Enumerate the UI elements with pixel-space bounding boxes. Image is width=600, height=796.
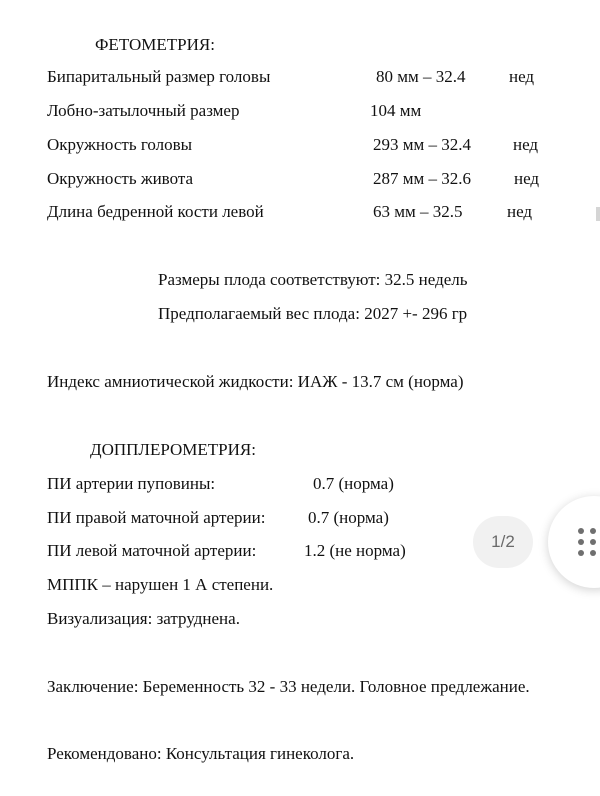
mppk-status: МППК – нарушен 1 А степени. <box>47 575 274 594</box>
fetometry-row-label: Окружность живота <box>47 169 194 188</box>
page-edge-mark <box>596 207 600 221</box>
fetometry-row-unit: нед <box>514 169 540 188</box>
fetometry-row-value: 63 мм – 32.5 <box>373 202 463 221</box>
fetometry-row-unit: нед <box>507 202 533 221</box>
fetal-size-summary: Размеры плода соответствуют: 32.5 недель <box>158 270 468 289</box>
fetometry-row-unit: нед <box>513 135 539 154</box>
doppler-heading: ДОППЛЕРОМЕТРИЯ: <box>90 440 256 459</box>
fetometry-heading: ФЕТОМЕТРИЯ: <box>95 35 215 54</box>
doppler-row-label: ПИ левой маточной артерии: <box>47 541 257 560</box>
fetometry-row-label: Бипаритальный размер головы <box>47 67 271 86</box>
grid-dots-icon <box>578 528 600 556</box>
fetometry-row-label: Длина бедренной кости левой <box>47 202 264 221</box>
fetometry-row-value: 293 мм – 32.4 <box>373 135 472 154</box>
fetometry-row-value: 80 мм – 32.4 <box>376 67 466 86</box>
amniotic-index: Индекс амниотической жидкости: ИАЖ - 13.7 см (норма) <box>47 372 464 391</box>
fetometry-row-label: Лобно-затылочный размер <box>47 101 240 120</box>
doppler-row-label: ПИ артерии пуповины: <box>47 474 216 493</box>
fetometry-row-label: Окружность головы <box>47 135 193 154</box>
fetal-weight-summary: Предполагаемый вес плода: 2027 +- 296 гр <box>158 304 468 323</box>
recommendation: Рекомендовано: Консультация гинеколога. <box>47 744 355 763</box>
fetometry-row-value: 104 мм <box>370 101 422 120</box>
doppler-row-value: 1.2 (не норма) <box>304 541 406 560</box>
page-indicator[interactable]: 1/2 <box>473 516 533 568</box>
visualization-status: Визуализация: затруднена. <box>47 609 240 628</box>
doppler-row-label: ПИ правой маточной артерии: <box>47 508 266 527</box>
doppler-row-value: 0.7 (норма) <box>308 508 389 527</box>
fetometry-row-value: 287 мм – 32.6 <box>373 169 472 188</box>
conclusion: Заключение: Беременность 32 - 33 недели. Головное предлежание. <box>47 677 530 696</box>
doppler-row-value: 0.7 (норма) <box>313 474 394 493</box>
fetometry-row-unit: нед <box>509 67 535 86</box>
